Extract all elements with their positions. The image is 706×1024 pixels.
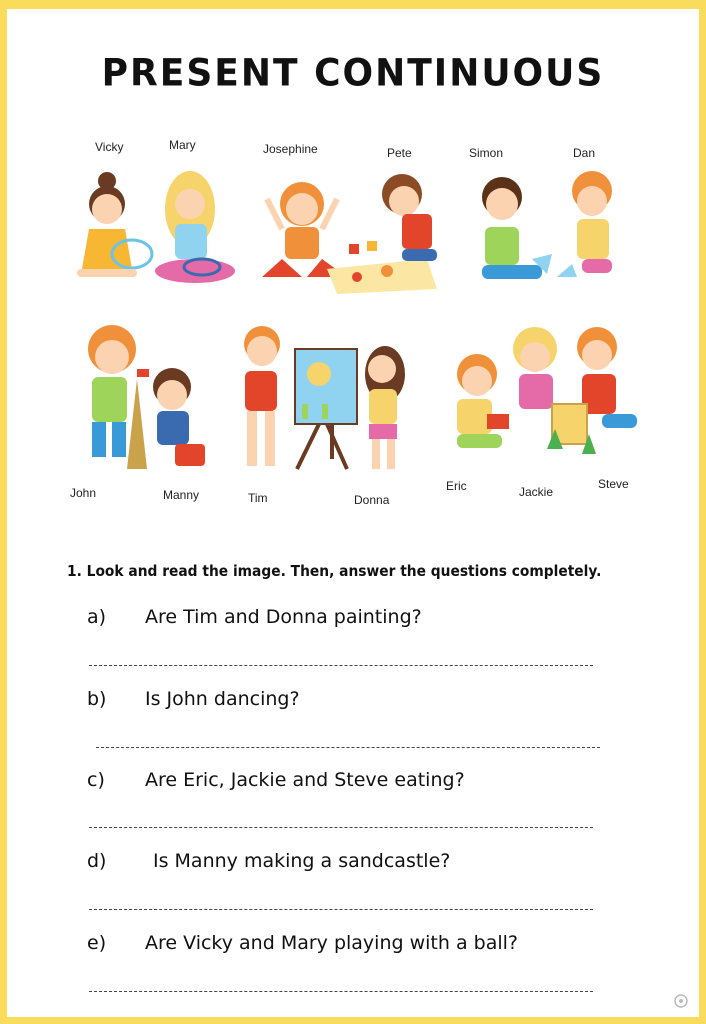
answer-line-c[interactable] xyxy=(89,827,593,828)
question-letter: d) xyxy=(87,850,107,872)
question-letter: c) xyxy=(87,769,105,791)
question-text: Are Eric, Jackie and Steve eating? xyxy=(145,769,465,791)
john-manny-figures xyxy=(88,325,205,469)
answer-line-b[interactable] xyxy=(96,747,600,748)
label-pete: Pete xyxy=(387,146,412,160)
kids-activities-bottom-illustration xyxy=(57,319,647,479)
watermark-logo-icon xyxy=(673,993,689,1009)
answer-line-d[interactable] xyxy=(89,909,593,910)
mary-figure xyxy=(155,171,235,283)
pete-figure xyxy=(382,174,437,261)
question-text: Are Vicky and Mary playing with a ball? xyxy=(145,932,518,954)
question-letter: b) xyxy=(87,688,107,710)
label-josephine: Josephine xyxy=(263,142,318,156)
label-vicky: Vicky xyxy=(95,140,124,154)
label-jackie: Jackie xyxy=(519,485,554,499)
eric-jackie-steve-figures xyxy=(457,327,637,454)
question-text: Are Tim and Donna painting? xyxy=(145,606,422,628)
label-steve: Steve xyxy=(598,477,629,491)
exercise-instruction: 1. Look and read the image. Then, answer the questions completely. xyxy=(67,562,602,580)
label-john: John xyxy=(70,486,97,500)
question-text: Is John dancing? xyxy=(145,688,300,710)
label-simon: Simon xyxy=(469,146,504,160)
label-dan: Dan xyxy=(573,146,596,160)
vicky-figure xyxy=(77,172,152,277)
label-mary: Mary xyxy=(169,138,196,152)
label-donna: Donna xyxy=(354,493,390,507)
page-title: PRESENT CONTINUOUS xyxy=(101,51,605,96)
label-eric: Eric xyxy=(446,479,467,493)
dan-figure xyxy=(557,171,612,277)
answer-line-a[interactable] xyxy=(89,665,593,666)
question-text: Is Manny making a sandcastle? xyxy=(153,850,451,872)
label-manny: Manny xyxy=(163,488,200,502)
kids-activities-top-illustration xyxy=(57,159,647,299)
simon-figure xyxy=(482,177,552,279)
label-tim: Tim xyxy=(248,491,268,505)
question-letter: e) xyxy=(87,932,107,954)
tim-donna-figures xyxy=(244,326,405,469)
question-letter: a) xyxy=(87,606,107,628)
answer-line-e[interactable] xyxy=(89,991,593,992)
